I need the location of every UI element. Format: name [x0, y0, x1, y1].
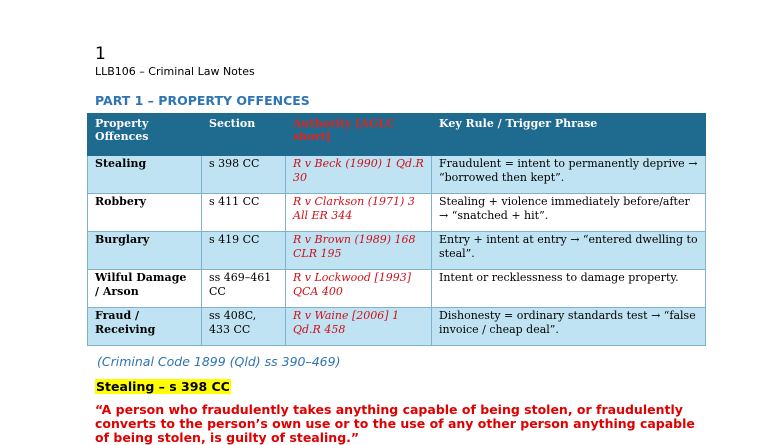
- offence-cell: Fraud / Receiving: [88, 308, 202, 346]
- authority-cell: R v Waine [2006] 1 Qd.R 458: [286, 308, 432, 346]
- document-header: LLB106 – Criminal Law Notes: [95, 65, 255, 78]
- rule-cell: Dishonesty = ordinary standards test → “false invoice / cheap deal”.: [432, 308, 706, 346]
- authority-cell: R v Clarkson (1971) 3 All ER 344: [286, 194, 432, 232]
- section-heading: Stealing – s 398 CC: [96, 379, 230, 394]
- section-cell: s 419 CC: [202, 232, 286, 270]
- table-row: [88, 270, 706, 308]
- offence-cell: Stealing: [88, 156, 202, 194]
- statutory-quote: “A person who fraudulently takes anything capable of being stolen, or fraudulently converts to the person’s own use or to the use of any other person anything capable of being stolen, is guilty of stealing.”: [95, 402, 695, 445]
- table-row: [88, 232, 706, 270]
- table-row: [88, 194, 706, 232]
- header-section: Section: [202, 114, 286, 156]
- header-offence: Property Offences: [88, 114, 202, 156]
- source-note: (Criminal Code 1899 (Qld) ss 390–469): [97, 354, 341, 369]
- offence-cell: Burglary: [88, 232, 202, 270]
- rule-cell: Intent or recklessness to damage property.: [432, 270, 706, 308]
- rule-cell: Entry + intent at entry → “entered dwelling to steal”.: [432, 232, 706, 270]
- header-rule: Key Rule / Trigger Phrase: [432, 114, 706, 156]
- header-authority: Authority [AGLC short]: [286, 114, 432, 156]
- property-offences-table: [87, 113, 706, 346]
- section-cell: s 411 CC: [202, 194, 286, 232]
- authority-cell: R v Beck (1990) 1 Qd.R 30: [286, 156, 432, 194]
- table-row: [88, 308, 706, 346]
- part-heading: PART 1 – PROPERTY OFFENCES: [95, 93, 310, 108]
- page-number: 1: [95, 44, 106, 64]
- section-cell: ss 408C, 433 CC: [202, 308, 286, 346]
- rule-cell: Stealing + violence immediately before/after → “snatched + hit”.: [432, 194, 706, 232]
- table-header-row: [88, 114, 706, 156]
- table-row: [88, 156, 706, 194]
- section-cell: ss 469–461 CC: [202, 270, 286, 308]
- authority-cell: R v Lockwood [1993] QCA 400: [286, 270, 432, 308]
- offence-cell: Wilful Damage / Arson: [88, 270, 202, 308]
- offence-cell: Robbery: [88, 194, 202, 232]
- authority-cell: R v Brown (1989) 168 CLR 195: [286, 232, 432, 270]
- section-cell: s 398 CC: [202, 156, 286, 194]
- rule-cell: Fraudulent = intent to permanently deprive → “borrowed then kept”.: [432, 156, 706, 194]
